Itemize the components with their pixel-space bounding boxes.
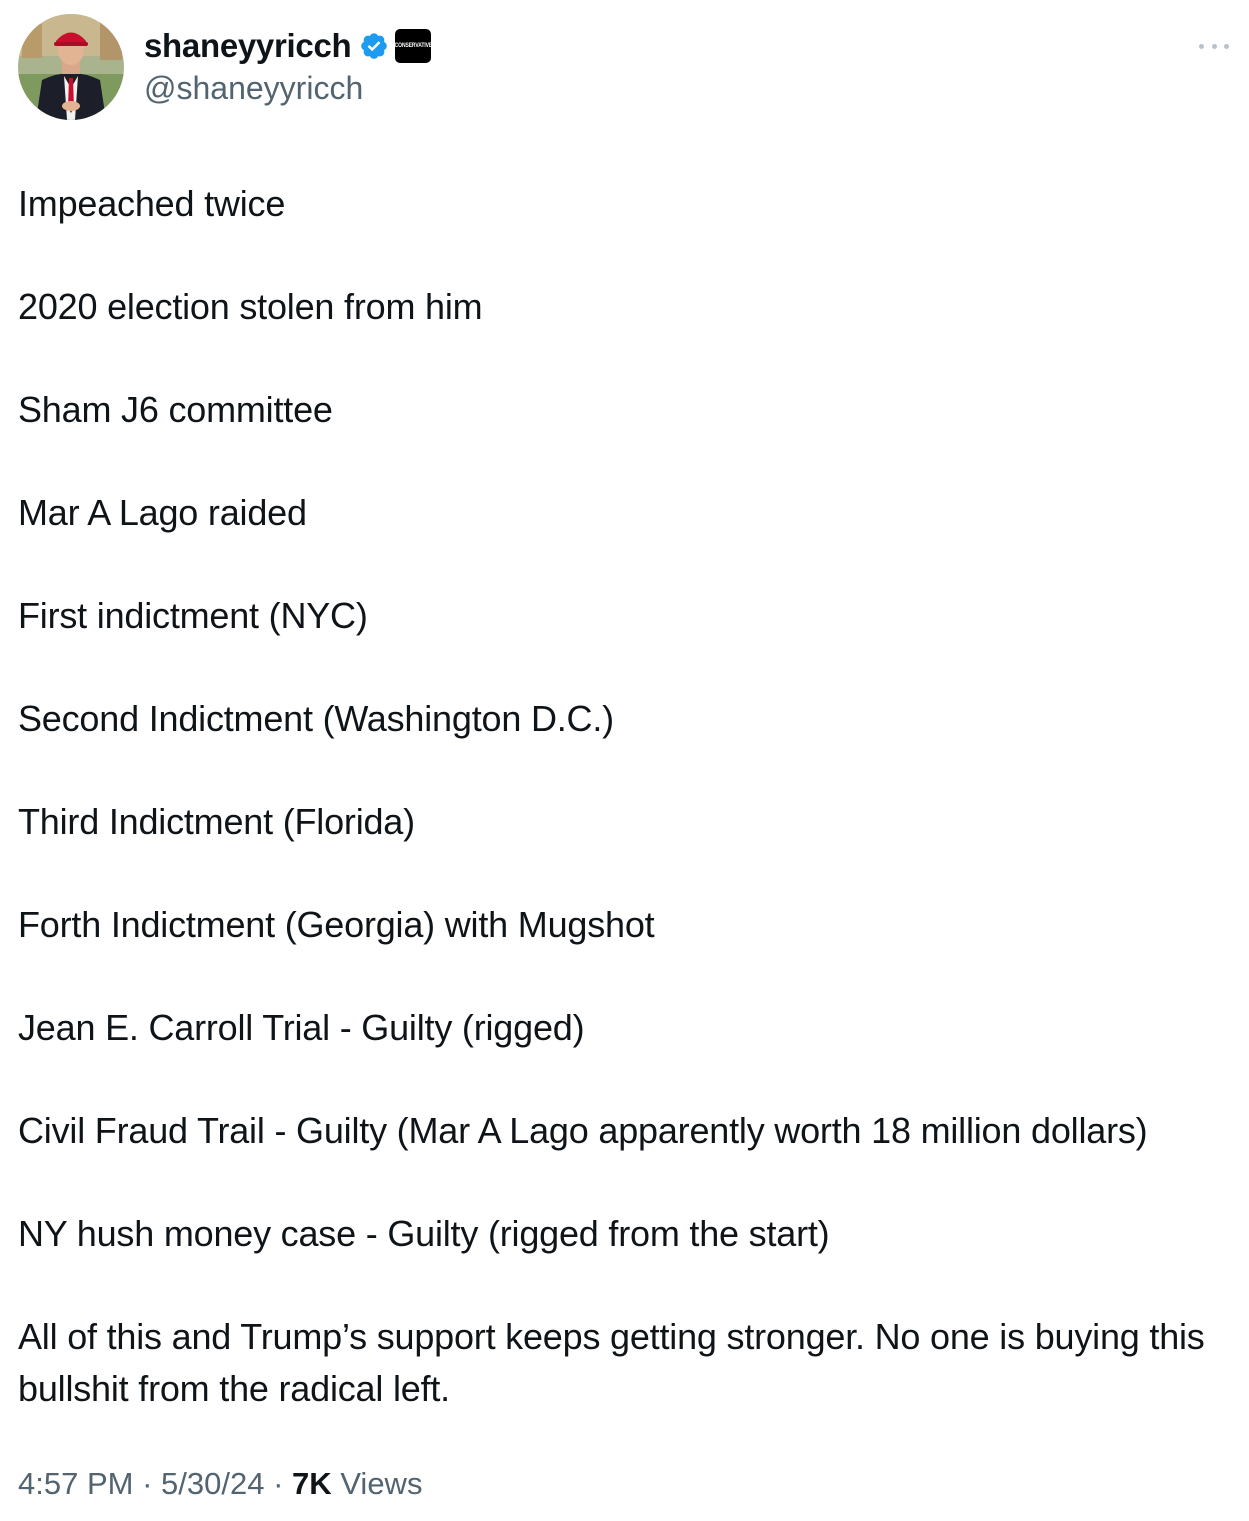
more-options-icon[interactable] bbox=[1199, 36, 1229, 56]
post-line: Mar A Lago raided bbox=[18, 492, 307, 533]
post-text bbox=[18, 178, 1233, 1414]
affiliate-badge-icon[interactable] bbox=[395, 29, 431, 63]
author-display-name[interactable]: shaneyyricch bbox=[144, 27, 352, 64]
post-line: Forth Indictment (Georgia) with Mugshot bbox=[18, 904, 655, 945]
post-line: Sham J6 committee bbox=[18, 389, 333, 430]
verified-badge-icon[interactable] bbox=[359, 31, 389, 61]
author-handle[interactable]: @shaneyyricch bbox=[144, 70, 364, 106]
post-line: First indictment (NYC) bbox=[18, 595, 368, 636]
post-line: 2020 election stolen from him bbox=[18, 286, 483, 327]
post-line: Third Indictment (Florida) bbox=[18, 801, 415, 842]
author-name-row bbox=[144, 26, 431, 66]
more-dot bbox=[1199, 44, 1204, 49]
views-count[interactable]: 7K bbox=[292, 1466, 332, 1501]
post-header bbox=[18, 14, 1231, 120]
avatar[interactable] bbox=[18, 14, 124, 120]
post-closing: All of this and Trump’s support keeps getting stronger. No one is buying this bullshit from the radical left. bbox=[18, 1316, 1205, 1409]
affiliate-badge-text: CONSERVATIVE bbox=[394, 42, 433, 50]
post-line: Impeached twice bbox=[18, 183, 286, 224]
meta-separator: · bbox=[142, 1466, 153, 1501]
meta-separator: · bbox=[273, 1466, 284, 1501]
more-dot bbox=[1212, 44, 1217, 49]
avatar-photo bbox=[18, 14, 124, 120]
post-meta bbox=[18, 1466, 422, 1502]
views-label: Views bbox=[340, 1466, 423, 1501]
post-line: NY hush money case - Guilty (rigged from the start) bbox=[18, 1213, 830, 1254]
post-line: Civil Fraud Trail - Guilty (Mar A Lago apparently worth 18 million dollars) bbox=[18, 1110, 1148, 1151]
post-date[interactable]: 5/30/24 bbox=[161, 1466, 265, 1501]
post-time[interactable]: 4:57 PM bbox=[18, 1466, 134, 1501]
post-line: Jean E. Carroll Trial - Guilty (rigged) bbox=[18, 1007, 585, 1048]
more-dot bbox=[1224, 44, 1229, 49]
post-line: Second Indictment (Washington D.C.) bbox=[18, 698, 614, 739]
